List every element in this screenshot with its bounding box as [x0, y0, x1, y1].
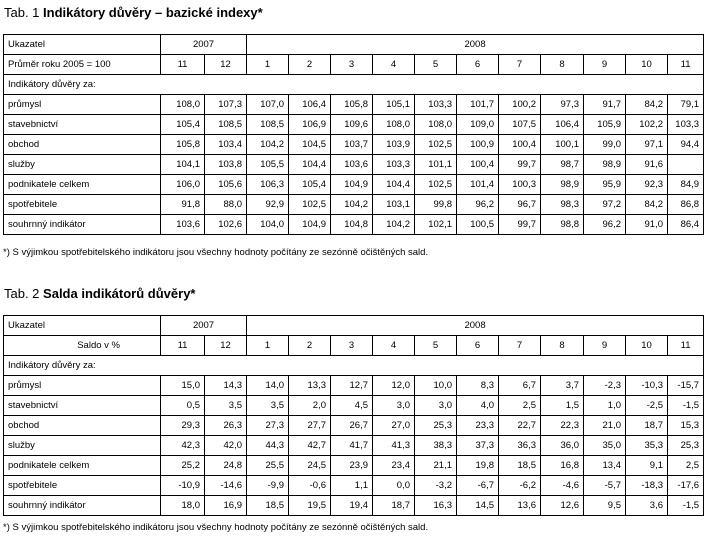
value-cell: 104,4 — [373, 175, 415, 195]
value-cell: 102,5 — [289, 195, 331, 215]
value-cell: 100,4 — [457, 155, 499, 175]
table-row — [4, 476, 704, 496]
value-cell: 103,6 — [331, 155, 373, 175]
table2-footnote: *) S výjimkou spotřebitelského indikátoru jsou všechny hodnoty počítány ze sezónně očištěných sald. — [3, 522, 429, 533]
value-cell: 101,7 — [457, 95, 499, 115]
value-cell: 42,0 — [205, 436, 247, 456]
value-cell: -2,3 — [584, 376, 626, 396]
value-cell: -10,3 — [626, 376, 668, 396]
value-cell: 25,3 — [415, 416, 457, 436]
value-cell: 13,4 — [584, 456, 626, 476]
month-cell: 3 — [331, 336, 373, 356]
value-cell: 19,4 — [331, 496, 373, 516]
value-cell: 92,3 — [626, 175, 668, 195]
value-cell: 104,9 — [289, 215, 331, 235]
value-cell: 1,1 — [331, 476, 373, 496]
value-cell: 3,5 — [247, 396, 289, 416]
row-label: souhrnný indikátor — [4, 496, 161, 516]
value-cell: -1,5 — [668, 396, 704, 416]
value-cell: 108,0 — [415, 115, 457, 135]
value-cell: 98,9 — [541, 175, 584, 195]
value-cell: 102,2 — [626, 115, 668, 135]
value-cell: 3,0 — [415, 396, 457, 416]
value-cell: 107,5 — [499, 115, 541, 135]
value-cell: 21,1 — [415, 456, 457, 476]
month-cell: 11 — [668, 336, 704, 356]
value-cell: 42,7 — [289, 436, 331, 456]
value-cell: 100,2 — [499, 95, 541, 115]
value-cell: 86,8 — [668, 195, 704, 215]
value-cell: 103,3 — [668, 115, 704, 135]
month-cell: 11 — [161, 336, 205, 356]
value-cell: 106,0 — [161, 175, 205, 195]
value-cell: 12,7 — [331, 376, 373, 396]
value-cell: 96,2 — [457, 195, 499, 215]
table-row — [4, 436, 704, 456]
table-row — [4, 396, 704, 416]
value-cell: 84,2 — [626, 195, 668, 215]
value-cell: 1,5 — [541, 396, 584, 416]
value-cell: 104,9 — [331, 175, 373, 195]
value-cell: -18,3 — [626, 476, 668, 496]
value-cell: 91,0 — [626, 215, 668, 235]
month-cell: 12 — [205, 55, 247, 75]
month-cell: 4 — [373, 336, 415, 356]
row-label: souhrnný indikátor — [4, 215, 161, 235]
value-cell: 101,1 — [415, 155, 457, 175]
value-cell: 94,4 — [668, 135, 704, 155]
value-cell: 21,0 — [584, 416, 626, 436]
value-cell: 98,7 — [541, 155, 584, 175]
month-cell: 7 — [499, 55, 541, 75]
value-cell: 18,5 — [499, 456, 541, 476]
value-cell: 35,3 — [626, 436, 668, 456]
value-cell: 12,6 — [541, 496, 584, 516]
value-cell: 92,9 — [247, 195, 289, 215]
value-cell: 16,8 — [541, 456, 584, 476]
table1-months-row — [4, 55, 704, 75]
month-cell: 1 — [247, 336, 289, 356]
value-cell: 23,9 — [331, 456, 373, 476]
value-cell: 106,9 — [289, 115, 331, 135]
value-cell: 35,0 — [584, 436, 626, 456]
value-cell: 103,6 — [161, 215, 205, 235]
value-cell: -14,6 — [205, 476, 247, 496]
value-cell: 0,5 — [161, 396, 205, 416]
value-cell: 105,8 — [331, 95, 373, 115]
row-label: stavebnictví — [4, 115, 161, 135]
value-cell: 103,9 — [373, 135, 415, 155]
value-cell: 105,9 — [584, 115, 626, 135]
value-cell: 107,0 — [247, 95, 289, 115]
value-cell: 12,0 — [373, 376, 415, 396]
value-cell: 10,0 — [415, 376, 457, 396]
value-cell: 15,0 — [161, 376, 205, 396]
row-label: služby — [4, 436, 161, 456]
value-cell: 9,1 — [626, 456, 668, 476]
value-cell: 91,6 — [626, 155, 668, 175]
table2-year-2008: 2008 — [247, 316, 704, 336]
table2-months-row — [4, 336, 704, 356]
value-cell: 104,5 — [289, 135, 331, 155]
table1 — [3, 34, 704, 235]
value-cell: 16,9 — [205, 496, 247, 516]
value-cell: 18,5 — [247, 496, 289, 516]
value-cell: 25,5 — [247, 456, 289, 476]
row-label: podnikatele celkem — [4, 456, 161, 476]
value-cell: 105,4 — [161, 115, 205, 135]
value-cell: 104,2 — [373, 215, 415, 235]
value-cell: 84,9 — [668, 175, 704, 195]
value-cell: 36,3 — [499, 436, 541, 456]
row-label: obchod — [4, 416, 161, 436]
month-cell: 11 — [161, 55, 205, 75]
table2-section-label: Indikátory důvěry za: — [4, 356, 704, 376]
value-cell — [668, 155, 704, 175]
value-cell: 105,4 — [289, 175, 331, 195]
table1-header-label: Ukazatel — [4, 35, 161, 55]
value-cell: 103,4 — [205, 135, 247, 155]
value-cell: 104,1 — [161, 155, 205, 175]
value-cell: 97,1 — [626, 135, 668, 155]
table-row — [4, 115, 704, 135]
table-row — [4, 175, 704, 195]
value-cell: 13,3 — [289, 376, 331, 396]
value-cell: -4,6 — [541, 476, 584, 496]
month-cell: 6 — [457, 336, 499, 356]
value-cell: -17,6 — [668, 476, 704, 496]
value-cell: 102,5 — [415, 135, 457, 155]
value-cell: 102,1 — [415, 215, 457, 235]
value-cell: 109,6 — [331, 115, 373, 135]
month-cell: 12 — [205, 336, 247, 356]
value-cell: 98,9 — [584, 155, 626, 175]
value-cell: -3,2 — [415, 476, 457, 496]
table2-header-row — [4, 316, 704, 336]
table2 — [3, 315, 704, 516]
value-cell: 23,3 — [457, 416, 499, 436]
value-cell: 99,7 — [499, 155, 541, 175]
value-cell: 105,6 — [205, 175, 247, 195]
month-cell: 2 — [289, 336, 331, 356]
value-cell: 99,7 — [499, 215, 541, 235]
table2-title-text: Salda indikátorů důvěry* — [43, 286, 196, 301]
table-row — [4, 155, 704, 175]
value-cell: 3,0 — [373, 396, 415, 416]
value-cell: 103,3 — [373, 155, 415, 175]
value-cell: 103,3 — [415, 95, 457, 115]
value-cell: 91,7 — [584, 95, 626, 115]
value-cell: 96,2 — [584, 215, 626, 235]
month-cell: 8 — [541, 336, 584, 356]
value-cell: 14,0 — [247, 376, 289, 396]
month-cell: 8 — [541, 55, 584, 75]
value-cell: 18,7 — [626, 416, 668, 436]
value-cell: 103,8 — [205, 155, 247, 175]
value-cell: 16,3 — [415, 496, 457, 516]
value-cell: -10,9 — [161, 476, 205, 496]
value-cell: 99,8 — [415, 195, 457, 215]
value-cell: 109,0 — [457, 115, 499, 135]
table-row — [4, 416, 704, 436]
value-cell: 14,5 — [457, 496, 499, 516]
month-cell: 9 — [584, 55, 626, 75]
value-cell: 0,0 — [373, 476, 415, 496]
table-row — [4, 135, 704, 155]
value-cell: 13,6 — [499, 496, 541, 516]
value-cell: 105,8 — [161, 135, 205, 155]
table1-section-row — [4, 75, 704, 95]
value-cell: 102,5 — [415, 175, 457, 195]
value-cell: 27,0 — [373, 416, 415, 436]
value-cell: 18,0 — [161, 496, 205, 516]
table1-section-label: Indikátory důvěry za: — [4, 75, 704, 95]
row-label: průmysl — [4, 376, 161, 396]
value-cell: 42,3 — [161, 436, 205, 456]
row-label: služby — [4, 155, 161, 175]
value-cell: 104,4 — [289, 155, 331, 175]
value-cell: 19,8 — [457, 456, 499, 476]
value-cell: 96,7 — [499, 195, 541, 215]
value-cell: 41,3 — [373, 436, 415, 456]
value-cell: -1,5 — [668, 496, 704, 516]
value-cell: -6,2 — [499, 476, 541, 496]
value-cell: -2,5 — [626, 396, 668, 416]
value-cell: 24,5 — [289, 456, 331, 476]
value-cell: 18,7 — [373, 496, 415, 516]
value-cell: 1,0 — [584, 396, 626, 416]
table1-header-row — [4, 35, 704, 55]
value-cell: 41,7 — [331, 436, 373, 456]
value-cell: 102,6 — [205, 215, 247, 235]
value-cell: 9,5 — [584, 496, 626, 516]
value-cell: 38,3 — [415, 436, 457, 456]
month-cell: 10 — [626, 55, 668, 75]
month-cell: 5 — [415, 55, 457, 75]
row-label: obchod — [4, 135, 161, 155]
value-cell: 44,3 — [247, 436, 289, 456]
row-label: spotřebitele — [4, 476, 161, 496]
value-cell: 2,0 — [289, 396, 331, 416]
table-row — [4, 95, 704, 115]
value-cell: 105,1 — [373, 95, 415, 115]
table1-footnote: *) S výjimkou spotřebitelského indikátoru jsou všechny hodnoty počítány ze sezónně očištěných sald. — [3, 247, 429, 258]
month-cell: 6 — [457, 55, 499, 75]
value-cell: 22,7 — [499, 416, 541, 436]
value-cell: 88,0 — [205, 195, 247, 215]
value-cell: 103,1 — [373, 195, 415, 215]
value-cell: 15,3 — [668, 416, 704, 436]
value-cell: -9,9 — [247, 476, 289, 496]
row-label: průmysl — [4, 95, 161, 115]
month-cell: 3 — [331, 55, 373, 75]
table2-header-label: Ukazatel — [4, 316, 161, 336]
value-cell: 22,3 — [541, 416, 584, 436]
value-cell: 8,3 — [457, 376, 499, 396]
value-cell: 100,4 — [499, 135, 541, 155]
value-cell: 86,4 — [668, 215, 704, 235]
value-cell: 27,7 — [289, 416, 331, 436]
row-label: podnikatele celkem — [4, 175, 161, 195]
value-cell: 79,1 — [668, 95, 704, 115]
table1-year-2007: 2007 — [161, 35, 247, 55]
month-cell: 11 — [668, 55, 704, 75]
value-cell: 24,8 — [205, 456, 247, 476]
month-cell: 5 — [415, 336, 457, 356]
value-cell: 100,9 — [457, 135, 499, 155]
value-cell: 25,2 — [161, 456, 205, 476]
table2-title — [4, 286, 195, 301]
value-cell: 106,4 — [541, 115, 584, 135]
table-row — [4, 456, 704, 476]
value-cell: 4,0 — [457, 396, 499, 416]
table-row — [4, 195, 704, 215]
value-cell: 104,2 — [331, 195, 373, 215]
value-cell: 27,3 — [247, 416, 289, 436]
month-cell: 1 — [247, 55, 289, 75]
month-cell: 4 — [373, 55, 415, 75]
month-cell: 2 — [289, 55, 331, 75]
value-cell: 4,5 — [331, 396, 373, 416]
table-row — [4, 215, 704, 235]
value-cell: 99,0 — [584, 135, 626, 155]
month-cell: 10 — [626, 336, 668, 356]
table1-prefix: Tab. 1 — [4, 5, 40, 20]
value-cell: 84,2 — [626, 95, 668, 115]
table2-sub-label: Saldo v % — [4, 336, 161, 356]
value-cell: 97,2 — [584, 195, 626, 215]
value-cell: 108,0 — [161, 95, 205, 115]
value-cell: 104,0 — [247, 215, 289, 235]
value-cell: 106,4 — [289, 95, 331, 115]
value-cell: 36,0 — [541, 436, 584, 456]
value-cell: 105,5 — [247, 155, 289, 175]
value-cell: 3,5 — [205, 396, 247, 416]
value-cell: 98,3 — [541, 195, 584, 215]
value-cell: 104,2 — [247, 135, 289, 155]
value-cell: 108,0 — [373, 115, 415, 135]
value-cell: 100,1 — [541, 135, 584, 155]
value-cell: 26,3 — [205, 416, 247, 436]
value-cell: 2,5 — [668, 456, 704, 476]
value-cell: 108,5 — [205, 115, 247, 135]
value-cell: 37,3 — [457, 436, 499, 456]
table2-section-row — [4, 356, 704, 376]
value-cell: 108,5 — [247, 115, 289, 135]
value-cell: 107,3 — [205, 95, 247, 115]
value-cell: 100,3 — [499, 175, 541, 195]
value-cell: 19,5 — [289, 496, 331, 516]
value-cell: 26,7 — [331, 416, 373, 436]
value-cell: 98,8 — [541, 215, 584, 235]
value-cell: 106,3 — [247, 175, 289, 195]
table1-title — [4, 5, 263, 20]
value-cell: -6,7 — [457, 476, 499, 496]
value-cell: 14,3 — [205, 376, 247, 396]
month-cell: 9 — [584, 336, 626, 356]
value-cell: -0,6 — [289, 476, 331, 496]
value-cell: 101,4 — [457, 175, 499, 195]
value-cell: 91,8 — [161, 195, 205, 215]
table1-title-text: Indikátory důvěry – bazické indexy* — [43, 5, 263, 20]
value-cell: 104,8 — [331, 215, 373, 235]
table-row — [4, 376, 704, 396]
value-cell: 25,3 — [668, 436, 704, 456]
value-cell: 6,7 — [499, 376, 541, 396]
value-cell: -5,7 — [584, 476, 626, 496]
value-cell: 103,7 — [331, 135, 373, 155]
value-cell: 100,5 — [457, 215, 499, 235]
value-cell: 29,3 — [161, 416, 205, 436]
value-cell: 3,6 — [626, 496, 668, 516]
table2-year-2007: 2007 — [161, 316, 247, 336]
table1-sub-label: Průměr roku 2005 = 100 — [4, 55, 161, 75]
table2-prefix: Tab. 2 — [4, 286, 40, 301]
value-cell: 97,3 — [541, 95, 584, 115]
value-cell: 23,4 — [373, 456, 415, 476]
table-row — [4, 496, 704, 516]
value-cell: 95,9 — [584, 175, 626, 195]
row-label: spotřebitele — [4, 195, 161, 215]
value-cell: 2,5 — [499, 396, 541, 416]
table1-year-2008: 2008 — [247, 35, 704, 55]
month-cell: 7 — [499, 336, 541, 356]
value-cell: 3,7 — [541, 376, 584, 396]
row-label: stavebnictví — [4, 396, 161, 416]
value-cell: -15,7 — [668, 376, 704, 396]
